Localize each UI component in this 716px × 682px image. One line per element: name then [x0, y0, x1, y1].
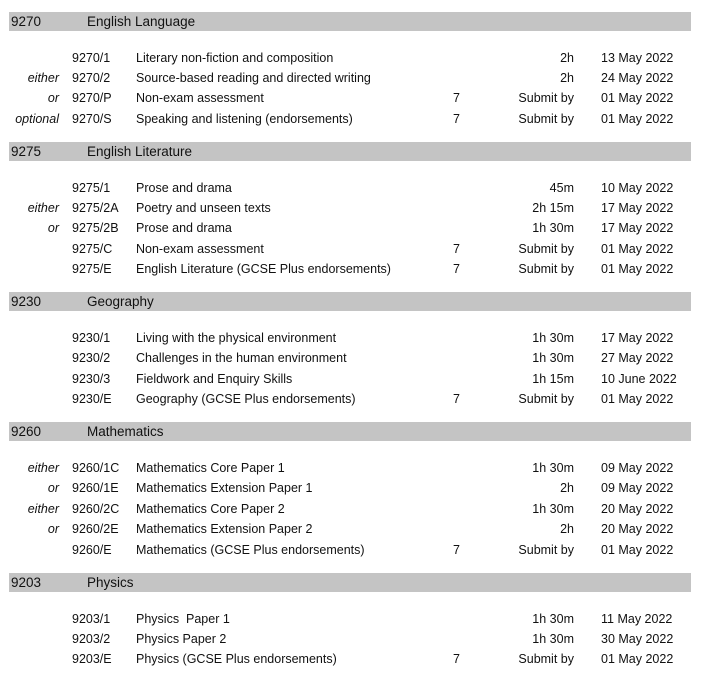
qualifier: or: [47, 221, 59, 235]
component-code: 9275/E: [72, 262, 112, 276]
exam-date: 17 May 2022: [601, 221, 674, 235]
component-row: [0, 519, 716, 539]
duration: Submit by: [518, 543, 574, 557]
exam-date: 17 May 2022: [601, 201, 674, 215]
duration: 2h: [560, 51, 574, 65]
duration: 1h 15m: [532, 372, 574, 386]
duration: Submit by: [518, 652, 574, 666]
subject-name: Physics: [87, 575, 134, 590]
component-code: 9230/2: [72, 351, 111, 365]
subject-name: Mathematics: [87, 424, 164, 439]
component-row: [0, 609, 716, 629]
exam-date: 01 May 2022: [601, 392, 674, 406]
duration: 1h 30m: [532, 351, 574, 365]
exam-date: 20 May 2022: [601, 522, 674, 536]
component-title: Physics Paper 2: [136, 632, 227, 646]
marks: 7: [453, 262, 460, 276]
marks: 7: [453, 392, 460, 406]
exam-date: 01 May 2022: [601, 91, 674, 105]
duration: Submit by: [518, 242, 574, 256]
component-row: [0, 88, 716, 108]
duration: 2h: [560, 522, 574, 536]
component-title: Physics Paper 1: [136, 612, 230, 626]
duration: Submit by: [518, 112, 574, 126]
component-code: 9270/1: [72, 51, 111, 65]
component-code: 9260/1C: [72, 461, 120, 475]
exam-date: 27 May 2022: [601, 351, 674, 365]
qualifier: optional: [15, 112, 59, 126]
component-row: [0, 239, 716, 259]
subject-header: [9, 292, 691, 311]
component-code: 9270/2: [72, 71, 111, 85]
component-code: 9260/1E: [72, 481, 119, 495]
component-code: 9270/P: [72, 91, 112, 105]
exam-date: 17 May 2022: [601, 331, 674, 345]
duration: 2h 15m: [532, 201, 574, 215]
exam-date: 20 May 2022: [601, 502, 674, 516]
component-row: [0, 499, 716, 519]
component-row: [0, 478, 716, 498]
duration: Submit by: [518, 392, 574, 406]
component-title: Physics (GCSE Plus endorsements): [136, 652, 337, 666]
exam-date: 01 May 2022: [601, 652, 674, 666]
component-code: 9203/E: [72, 652, 112, 666]
component-title: Mathematics Core Paper 1: [136, 461, 285, 475]
component-title: Mathematics Extension Paper 2: [136, 522, 313, 536]
qualifier: either: [27, 71, 59, 85]
component-title: Mathematics Extension Paper 1: [136, 481, 313, 495]
component-row: [0, 649, 716, 669]
component-code: 9230/1: [72, 331, 111, 345]
subject-code: 9203: [11, 575, 42, 590]
component-row: [0, 540, 716, 560]
component-code: 9270/S: [72, 112, 112, 126]
duration: 1h 30m: [532, 502, 574, 516]
duration: 45m: [549, 181, 574, 195]
qualifier: either: [27, 502, 59, 516]
component-row: [0, 629, 716, 649]
exam-date: 11 May 2022: [601, 612, 673, 626]
component-title: Fieldwork and Enquiry Skills: [136, 372, 293, 386]
component-title: Living with the physical environment: [136, 331, 337, 345]
duration: 1h 30m: [532, 632, 574, 646]
duration: Submit by: [518, 262, 574, 276]
duration: 1h 30m: [532, 221, 574, 235]
duration: 1h 30m: [532, 331, 574, 345]
qualifier: either: [27, 201, 59, 215]
component-code: 9260/E: [72, 543, 112, 557]
duration: 2h: [560, 481, 574, 495]
component-title: Geography (GCSE Plus endorsements): [136, 392, 356, 406]
component-row: [0, 389, 716, 409]
qualifier: or: [47, 91, 59, 105]
subject-header: [9, 12, 691, 31]
component-title: Mathematics Core Paper 2: [136, 502, 285, 516]
marks: 7: [453, 543, 460, 557]
subject-code: 9260: [11, 424, 42, 439]
subject-header: [9, 573, 691, 592]
component-code: 9275/C: [72, 242, 113, 256]
exam-date: 01 May 2022: [601, 262, 674, 276]
exam-date: 01 May 2022: [601, 543, 674, 557]
subject-header: [9, 422, 691, 441]
component-code: 9275/1: [72, 181, 111, 195]
exam-date: 01 May 2022: [601, 242, 674, 256]
exam-date: 01 May 2022: [601, 112, 674, 126]
component-title: Non-exam assessment: [136, 242, 264, 256]
component-row: [0, 259, 716, 279]
subject-code: 9230: [11, 294, 42, 309]
component-row: [0, 369, 716, 389]
component-title: Prose and drama: [136, 181, 232, 195]
component-code: 9230/E: [72, 392, 112, 406]
duration: 2h: [560, 71, 574, 85]
exam-date: 30 May 2022: [601, 632, 674, 646]
duration: 1h 30m: [532, 461, 574, 475]
exam-date: 10 May 2022: [601, 181, 674, 195]
component-code: 9260/2C: [72, 502, 120, 516]
component-title: Poetry and unseen texts: [136, 201, 271, 215]
component-code: 9260/2E: [72, 522, 119, 536]
component-row: [0, 109, 716, 129]
component-code: 9203/2: [72, 632, 111, 646]
exam-date: 09 May 2022: [601, 461, 674, 475]
component-row: [0, 328, 716, 348]
exam-date: 24 May 2022: [601, 71, 674, 85]
exam-date: 13 May 2022: [601, 51, 674, 65]
component-title: English Literature (GCSE Plus endorsements): [136, 262, 391, 276]
subject-code: 9270: [11, 14, 42, 29]
marks: 7: [453, 242, 460, 256]
marks: 7: [453, 91, 460, 105]
duration: Submit by: [518, 91, 574, 105]
marks: 7: [453, 112, 460, 126]
qualifier: or: [47, 522, 59, 536]
duration: 1h 30m: [532, 612, 574, 626]
component-row: [0, 178, 716, 198]
qualifier: either: [27, 461, 59, 475]
component-code: 9275/2B: [72, 221, 119, 235]
subject-name: English Language: [87, 14, 196, 29]
component-title: Source-based reading and directed writing: [136, 71, 371, 85]
component-code: 9203/1: [72, 612, 111, 626]
component-title: Non-exam assessment: [136, 91, 264, 105]
component-title: Prose and drama: [136, 221, 232, 235]
component-title: Speaking and listening (endorsements): [136, 112, 353, 126]
component-code: 9230/3: [72, 372, 111, 386]
component-row: [0, 68, 716, 88]
component-row: [0, 348, 716, 368]
qualifier: or: [47, 481, 59, 495]
subject-header: [9, 142, 691, 161]
subject-name: English Literature: [87, 144, 193, 159]
subject-name: Geography: [87, 294, 154, 309]
component-row: [0, 48, 716, 68]
component-code: 9275/2A: [72, 201, 119, 215]
component-row: [0, 218, 716, 238]
component-title: Mathematics (GCSE Plus endorsements): [136, 543, 365, 557]
exam-date: 09 May 2022: [601, 481, 674, 495]
subject-code: 9275: [11, 144, 42, 159]
component-row: [0, 198, 716, 218]
component-title: Challenges in the human environment: [136, 351, 347, 365]
component-row: [0, 458, 716, 478]
exam-date: 10 June 2022: [601, 372, 677, 386]
marks: 7: [453, 652, 460, 666]
component-title: Literary non-fiction and composition: [136, 51, 334, 65]
